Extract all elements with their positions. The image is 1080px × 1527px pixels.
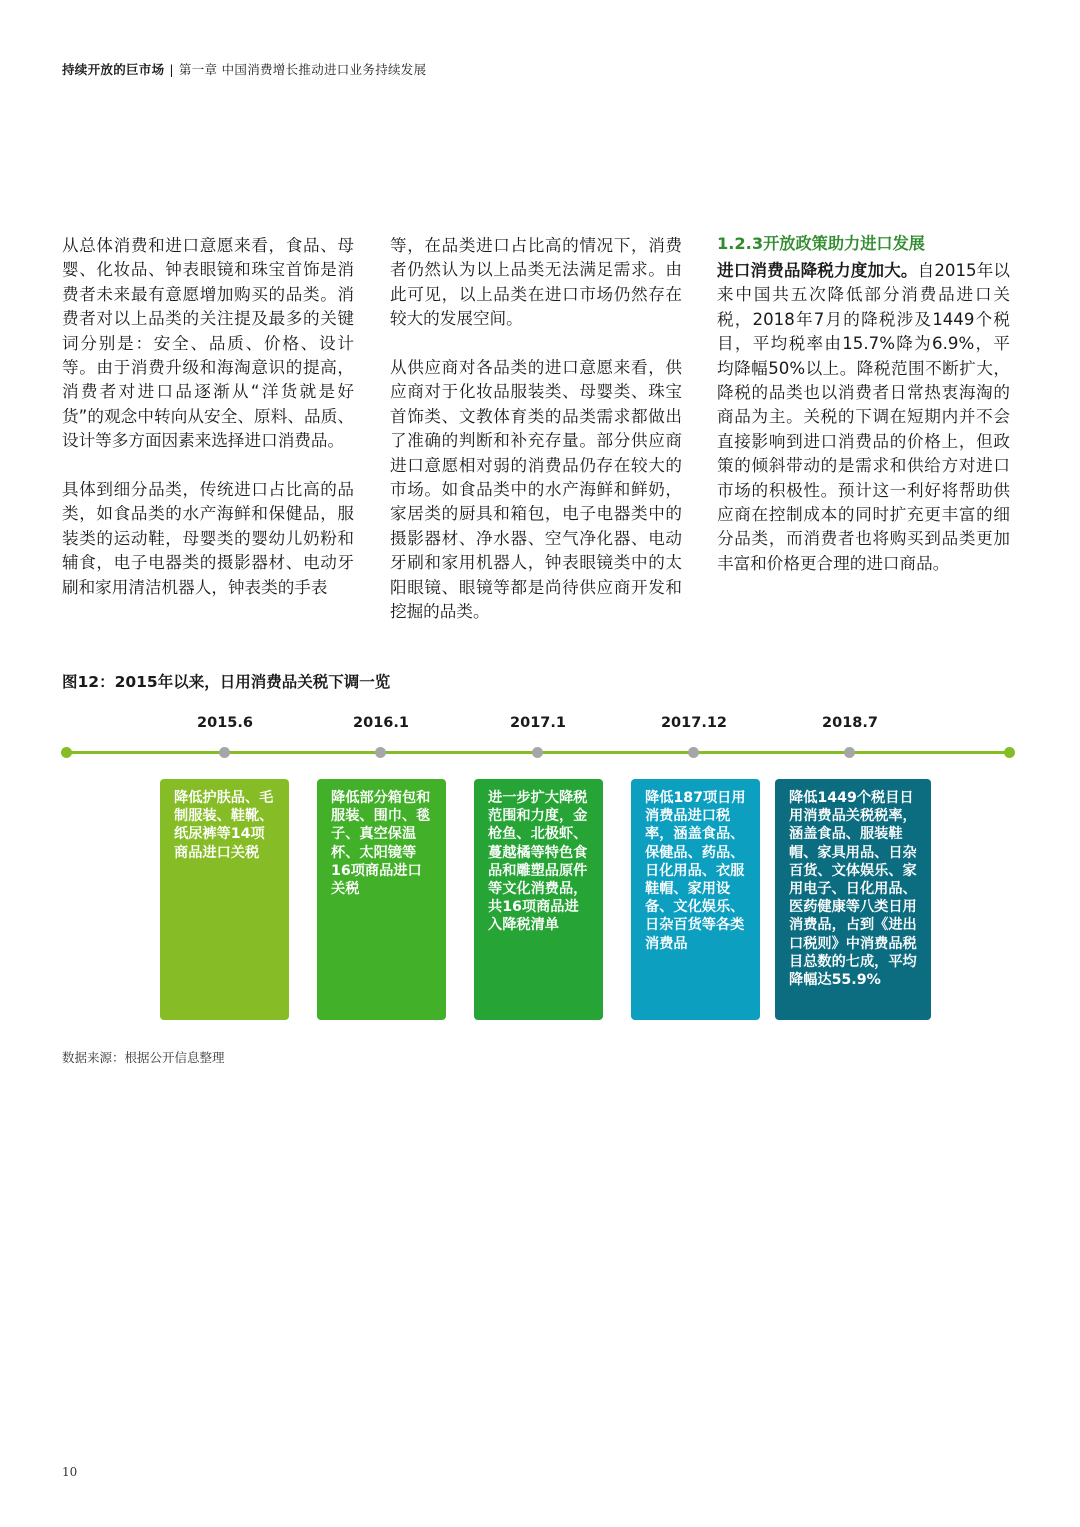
text-column-1 (62, 234, 354, 600)
milestone-text: 降低187项日用消费品进口税率，涵盖食品、保健品、药品、日化用品、衣服鞋帽、家用设备、文化娱乐、日杂百货等各类消费品 (645, 790, 746, 952)
milestone-date: 2017.12 (660, 715, 728, 731)
milestone-text: 降低部分箱包和服装、围巾、毯子、真空保温杯、太阳镜等16项商品进口关税 (331, 790, 431, 898)
milestone-card (631, 779, 760, 1020)
milestone-date: 2017.1 (510, 715, 566, 731)
page-number: 10 (62, 1465, 78, 1479)
milestone-card (160, 779, 289, 1020)
timeline-start-dot (61, 747, 72, 758)
report-title: 持续开放的巨市场 (62, 62, 165, 77)
paragraph: 等，在品类进口占比高的情况下，消费者仍然认为以上品类无法满足需求。由此可见，以上品类在进口市场仍然存在较大的发展空间。 (390, 236, 682, 329)
milestone-date: 2018.7 (822, 715, 878, 731)
milestone-card (775, 779, 931, 1020)
header-separator: | (169, 62, 174, 77)
milestone-text: 降低1449个税目日用消费品关税税率，涵盖食品、服装鞋帽、家具用品、日杂百货、文体娱乐、家用电子、日化用品、医药健康等八类日用消费品，占到《进出口税则》中消费品税目总数的七成，平均降幅达55.9% (789, 790, 917, 989)
timeline-dot (532, 747, 543, 758)
chapter-title: 第一章 中国消费增长推动进口业务持续发展 (178, 62, 427, 77)
section-heading: 1.2.3开放政策助力进口发展 (717, 234, 925, 253)
timeline-dot (844, 747, 855, 758)
timeline-end-dot (1004, 747, 1015, 758)
figure-source: 数据来源：根据公开信息整理 (62, 1050, 225, 1065)
paragraph: 从总体消费和进口意愿来看，食品、母婴、化妆品、钟表眼镜和珠宝首饰是消费者未来最有意愿增加购买的品类。消费者对以上品类的关注提及最多的关键词分别是：安全、品质、价格、设计等。由于消费升级和海淘意识的提高，消费者对进口品逐渐从“洋货就是好货”的观念中转向从安全、原料、品质、设计等多方面因素来选择进口消费品。 (62, 236, 354, 451)
milestone-text: 降低护肤品、毛制服装、鞋靴、纸尿裤等14项商品进口关税 (174, 790, 274, 861)
paragraph-body: 自2015年以来中国共五次降低部分消费品进口关税，2018年7月的降税涉及1449个税目，平均税率由15.7%降为6.9%，平均降幅50%以上。降税范围不断扩大，降税的品类也以消费者日常热衷海淘的商品为主。关税的下调在短期内并不会直接影响到进口消费品的价格上，但政策的倾斜带动的是需求和供给方对进口市场的积极性。预计这一利好将帮助供应商在控制成本的同时扩充更丰富的细分品类，而消费者也将购买到品类更加丰富和价格更合理的进口商品。 (717, 261, 1011, 573)
timeline-dot (219, 747, 230, 758)
timeline-dot (688, 747, 699, 758)
milestone-card (317, 779, 446, 1020)
milestone-card (474, 779, 603, 1020)
paragraph: 从供应商对各品类的进口意愿来看，供应商对于化妆品服装类、母婴类、珠宝首饰类、文教体育类的品类需求都做出了准确的判断和补充存量。部分供应商进口意愿相对弱的消费品仍存在较大的市场。如食品类中的水产海鲜和鲜奶，家居类的厨具和箱包，电子电器类中的摄影器材、净水器、空气净化器、电动牙刷和家用机器人，钟表眼镜类中的太阳眼镜、眼镜等都是尚待供应商开发和挖掘的品类。 (390, 358, 682, 622)
paragraph: 具体到细分品类，传统进口占比高的品类，如食品类的水产海鲜和保健品，服装类的运动鞋，母婴类的婴幼儿奶粉和辅食，电子电器类的摄影器材、电动牙刷和家用清洁机器人，钟表类的手表 (62, 480, 354, 597)
text-column-3 (717, 234, 1010, 576)
milestone-date: 2016.1 (353, 715, 409, 731)
milestone-text: 进一步扩大降税范围和力度，金枪鱼、北极虾、蔓越橘等特色食品和雕塑品原件等文化消费品，共16项商品进入降税清单 (488, 790, 588, 934)
lead-sentence: 进口消费品降税力度加大。 (717, 261, 918, 280)
text-column-2 (390, 234, 682, 624)
milestone-date: 2015.6 (197, 715, 253, 731)
figure-title: 图12：2015年以来，日用消费品关税下调一览 (62, 673, 391, 691)
timeline-dot (375, 747, 386, 758)
running-header (62, 60, 426, 78)
